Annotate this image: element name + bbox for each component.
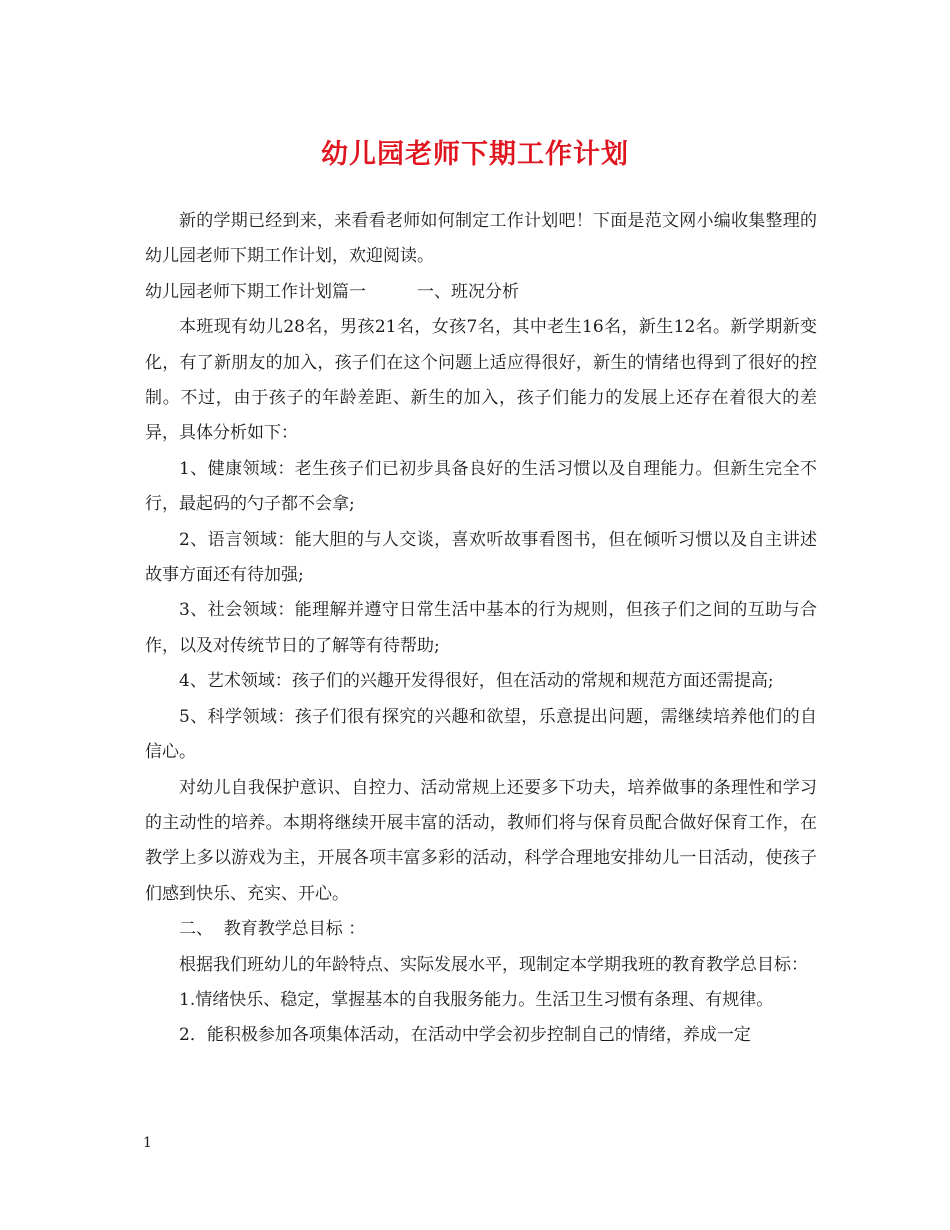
intro-paragraph: 新的学期已经到来，来看看老师如何制定工作计划吧！下面是范文网小编收集整理的幼儿园老师下期工作计划，欢迎阅读。 [145, 211, 817, 267]
heading-teaching-goals: 二、 教育教学总目标 ： [179, 919, 366, 940]
goal-item-1: 1.情绪快乐、稳定，掌握基本的自我服务能力。生活卫生习惯有条理、有规律。 [179, 989, 774, 1010]
section-subheading: 一、班况分析 [417, 281, 519, 302]
paragraph-health: 1、健康领域：老生孩子们已初步具备良好的生活习惯以及自理能力。但新生完全不行，最起码的勺子都不会拿; [145, 458, 817, 515]
paragraph-goals-intro: 根据我们班幼儿的年龄特点、实际发展水平，现制定本学期我班的教育教学总目标： [179, 954, 808, 975]
paragraph-class-overview: 本班现有幼儿28名，男孩21名，女孩7名，其中老生16名，新生12名。新学期新变化，有了新朋友的加入，孩子们在这个问题上适应得很好，新生的情绪也得到了很好的控制。不过，由于孩子的年龄差距、新生的加入，孩子们能力的发展上还存在着很大的差异，具体分析如下： [145, 317, 817, 444]
document-body [145, 204, 817, 1054]
paragraph-social: 3、社会领域：能理解并遵守日常生活中基本的行为规则，但孩子们之间的互助与合作，以及对传统节日的了解等有待帮助; [145, 600, 817, 656]
paragraph-language: 2、语言领域：能大胆的与人交谈，喜欢听故事看图书，但在倾听习惯以及自主讲述故事方面还有待加强; [145, 529, 817, 586]
paragraph-art: 4、艺术领域：孩子们的兴趣开发得很好，但在活动的常规和规范方面还需提高; [179, 671, 774, 692]
section-heading: 幼儿园老师下期工作计划篇一 [145, 281, 366, 302]
paragraph-self-protection: 对幼儿自我保护意识、自控力、活动常规上还要多下功夫，培养做事的条理性和学习的主动性的培养。本期将继续开展丰富的活动，教师们将与保育员配合做好保育工作，在教学上多以游戏为主，开展各项丰富多彩的活动，科学合理地安排幼儿一日活动，使孩子们感到快乐、充实、开心。 [145, 777, 817, 904]
section-heading-line [145, 275, 817, 310]
goal-item-2: 2．能积极参加各项集体活动，在活动中学会初步控制自己的情绪，养成一定 [179, 1025, 751, 1046]
page-number: 1 [143, 1135, 152, 1151]
paragraph-science: 5、科学领域：孩子们很有探究的兴趣和欲望，乐意提出问题，需继续培养他们的自信心。 [145, 706, 817, 763]
document-title: 幼儿园老师下期工作计划 [321, 139, 629, 170]
